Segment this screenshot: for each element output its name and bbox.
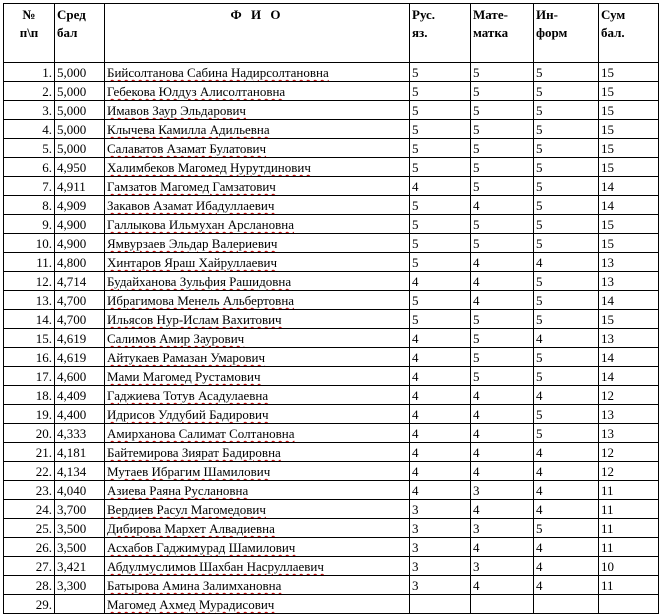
- russian-grade: 4: [410, 462, 471, 481]
- table-row: [4, 120, 659, 139]
- informatics-grade: 5: [534, 177, 599, 196]
- student-name-text: Азиева Раяна Руслановна: [107, 483, 249, 498]
- average-score: 4,400: [55, 405, 105, 424]
- student-name: [105, 424, 410, 443]
- informatics-grade: 5: [534, 82, 599, 101]
- math-grade: 3: [471, 557, 534, 576]
- informatics-grade: 5: [534, 310, 599, 329]
- sum-score: 15: [599, 158, 659, 177]
- average-score: 4,619: [55, 348, 105, 367]
- math-grade: 4: [471, 500, 534, 519]
- student-name: [105, 158, 410, 177]
- header-sum: Сум бал.: [599, 4, 659, 63]
- average-score: 4,800: [55, 253, 105, 272]
- student-name-text: Галлыкова Ильмухан Арслановна: [107, 217, 295, 232]
- sum-score: 11: [599, 481, 659, 500]
- row-number: 20.: [4, 424, 55, 443]
- average-score: 4,900: [55, 234, 105, 253]
- informatics-grade: 4: [534, 443, 599, 462]
- informatics-grade: 5: [534, 139, 599, 158]
- informatics-grade: 4: [534, 576, 599, 595]
- row-number: 13.: [4, 291, 55, 310]
- russian-grade: 5: [410, 291, 471, 310]
- header-row: [4, 4, 659, 63]
- table-row: [4, 291, 659, 310]
- row-number: 23.: [4, 481, 55, 500]
- student-name-text: Магомед Ахмед Мурадисович: [107, 597, 275, 612]
- russian-grade: 5: [410, 82, 471, 101]
- row-number: 10.: [4, 234, 55, 253]
- russian-grade: 5: [410, 101, 471, 120]
- student-name-text: Айтукаев Рамазан Умарович: [107, 350, 266, 365]
- math-grade: 4: [471, 405, 534, 424]
- average-score: 3,421: [55, 557, 105, 576]
- average-score: 3,300: [55, 576, 105, 595]
- table-row: [4, 519, 659, 538]
- row-number: 2.: [4, 82, 55, 101]
- average-score: 5,000: [55, 101, 105, 120]
- student-name-text: Гамзатов Магомед Гамзатович: [107, 179, 276, 194]
- math-grade: 5: [471, 158, 534, 177]
- sum-score: 12: [599, 386, 659, 405]
- math-grade: 4: [471, 538, 534, 557]
- average-score: 4,950: [55, 158, 105, 177]
- informatics-grade: 5: [534, 291, 599, 310]
- math-grade: 4: [471, 291, 534, 310]
- table-row: [4, 234, 659, 253]
- student-name: [105, 557, 410, 576]
- math-grade: 4: [471, 576, 534, 595]
- russian-grade: 4: [410, 329, 471, 348]
- russian-grade: 3: [410, 557, 471, 576]
- student-name-text: Ямвурзаев Эльдар Валериевич: [107, 236, 278, 251]
- student-name-text: Дибирова Мархет Алвадиевна: [107, 521, 275, 536]
- russian-grade: 3: [410, 500, 471, 519]
- average-score: 4,900: [55, 215, 105, 234]
- table-row: [4, 82, 659, 101]
- informatics-grade: 5: [534, 405, 599, 424]
- sum-score: 11: [599, 519, 659, 538]
- row-number: 15.: [4, 329, 55, 348]
- header-average: Сред бал: [55, 4, 105, 63]
- average-score: 5,000: [55, 63, 105, 82]
- russian-grade: 4: [410, 367, 471, 386]
- math-grade: 5: [471, 101, 534, 120]
- math-grade: 4: [471, 272, 534, 291]
- sum-score: 10: [599, 557, 659, 576]
- row-number: 22.: [4, 462, 55, 481]
- informatics-grade: 5: [534, 234, 599, 253]
- student-name: [105, 196, 410, 215]
- russian-grade: [410, 595, 471, 614]
- student-name: [105, 481, 410, 500]
- informatics-grade: 4: [534, 481, 599, 500]
- header-full-name: Ф И О: [105, 4, 410, 63]
- header-russian: Рус. яз.: [410, 4, 471, 63]
- student-name: [105, 462, 410, 481]
- sum-score: 14: [599, 196, 659, 215]
- table-row: [4, 443, 659, 462]
- informatics-grade: 5: [534, 348, 599, 367]
- student-name: [105, 234, 410, 253]
- student-name: [105, 120, 410, 139]
- informatics-grade: 5: [534, 424, 599, 443]
- math-grade: 5: [471, 367, 534, 386]
- math-grade: 5: [471, 177, 534, 196]
- informatics-grade: 5: [534, 367, 599, 386]
- russian-grade: 5: [410, 139, 471, 158]
- student-name: [105, 272, 410, 291]
- table-row: [4, 253, 659, 272]
- informatics-grade: 5: [534, 63, 599, 82]
- student-name-text: Салаватов Азамат Булатович: [107, 141, 267, 156]
- informatics-grade: 5: [534, 519, 599, 538]
- math-grade: 4: [471, 462, 534, 481]
- student-name-text: Халимбеков Магомед Нурутдинович: [107, 160, 311, 175]
- sum-score: 11: [599, 500, 659, 519]
- informatics-grade: 5: [534, 101, 599, 120]
- student-name: [105, 63, 410, 82]
- sum-score: 14: [599, 291, 659, 310]
- table-row: [4, 405, 659, 424]
- math-grade: [471, 595, 534, 614]
- student-name: [105, 405, 410, 424]
- sum-score: [599, 595, 659, 614]
- row-number: 25.: [4, 519, 55, 538]
- russian-grade: 4: [410, 481, 471, 500]
- russian-grade: 3: [410, 576, 471, 595]
- russian-grade: 4: [410, 424, 471, 443]
- table-body: [4, 63, 659, 614]
- average-score: 5,000: [55, 139, 105, 158]
- student-name-text: Клычева Камилла Адильевна: [107, 122, 270, 137]
- student-name: [105, 538, 410, 557]
- table-row: [4, 538, 659, 557]
- student-name-text: Гебекова Юлдуз Алисолтановна: [107, 84, 286, 99]
- math-grade: 5: [471, 310, 534, 329]
- average-score: 4,600: [55, 367, 105, 386]
- sum-score: 15: [599, 139, 659, 158]
- row-number: 3.: [4, 101, 55, 120]
- russian-grade: 4: [410, 386, 471, 405]
- table-row: [4, 196, 659, 215]
- informatics-grade: 5: [534, 196, 599, 215]
- student-name-text: Гаджиева Тотув Асадулаевна: [107, 388, 269, 403]
- math-grade: 5: [471, 82, 534, 101]
- table-row: [4, 481, 659, 500]
- table-row: [4, 177, 659, 196]
- math-grade: 4: [471, 443, 534, 462]
- student-name: [105, 253, 410, 272]
- russian-grade: 4: [410, 348, 471, 367]
- student-name-text: Мутаев Ибрагим Шамилович: [107, 464, 271, 479]
- row-number: 18.: [4, 386, 55, 405]
- math-grade: 3: [471, 481, 534, 500]
- student-name: [105, 139, 410, 158]
- student-name: [105, 595, 410, 614]
- average-score: 4,333: [55, 424, 105, 443]
- russian-grade: 3: [410, 519, 471, 538]
- student-name-text: Байтемирова Зиярат Бадировна: [107, 445, 281, 460]
- sum-score: 15: [599, 234, 659, 253]
- row-number: 4.: [4, 120, 55, 139]
- header-informatics: Ин- форм: [534, 4, 599, 63]
- table-row: [4, 424, 659, 443]
- sum-score: 15: [599, 101, 659, 120]
- informatics-grade: 4: [534, 462, 599, 481]
- sum-score: 14: [599, 367, 659, 386]
- student-name: [105, 348, 410, 367]
- sum-score: 13: [599, 253, 659, 272]
- student-name: [105, 386, 410, 405]
- informatics-grade: 4: [534, 329, 599, 348]
- russian-grade: 5: [410, 196, 471, 215]
- student-name-text: Амирханова Салимат Солтановна: [107, 426, 295, 441]
- average-score: 4,619: [55, 329, 105, 348]
- student-name-text: Имавов Заур Эльдарович: [107, 103, 246, 118]
- table-row: [4, 272, 659, 291]
- average-score: 4,181: [55, 443, 105, 462]
- table-row: [4, 595, 659, 614]
- student-name-text: Вердиев Расул Магомедович: [107, 502, 266, 517]
- student-name: [105, 329, 410, 348]
- student-name-text: Будайханова Зульфия Рашидовна: [107, 274, 292, 289]
- math-grade: 5: [471, 120, 534, 139]
- row-number: 11.: [4, 253, 55, 272]
- table-row: [4, 310, 659, 329]
- math-grade: 5: [471, 329, 534, 348]
- student-name: [105, 101, 410, 120]
- informatics-grade: 4: [534, 557, 599, 576]
- average-score: 4,700: [55, 291, 105, 310]
- russian-grade: 5: [410, 310, 471, 329]
- informatics-grade: 4: [534, 500, 599, 519]
- row-number: 5.: [4, 139, 55, 158]
- sum-score: 15: [599, 63, 659, 82]
- row-number: 14.: [4, 310, 55, 329]
- sum-score: 11: [599, 576, 659, 595]
- sum-score: 12: [599, 462, 659, 481]
- student-name: [105, 291, 410, 310]
- average-score: 4,714: [55, 272, 105, 291]
- math-grade: 3: [471, 519, 534, 538]
- header-number: № п\п: [4, 4, 55, 63]
- student-name-text: Хинтаров Яраш Хайруллаевич: [107, 255, 278, 270]
- math-grade: 5: [471, 63, 534, 82]
- row-number: 28.: [4, 576, 55, 595]
- average-score: [55, 595, 105, 614]
- student-name: [105, 443, 410, 462]
- sum-score: 15: [599, 310, 659, 329]
- math-grade: 4: [471, 386, 534, 405]
- russian-grade: 5: [410, 158, 471, 177]
- sum-score: 14: [599, 177, 659, 196]
- table-row: [4, 386, 659, 405]
- sum-score: 13: [599, 272, 659, 291]
- informatics-grade: 5: [534, 158, 599, 177]
- table-row: [4, 500, 659, 519]
- informatics-grade: [534, 595, 599, 614]
- row-number: 8.: [4, 196, 55, 215]
- row-number: 12.: [4, 272, 55, 291]
- informatics-grade: 5: [534, 120, 599, 139]
- table-row: [4, 63, 659, 82]
- sum-score: 11: [599, 538, 659, 557]
- average-score: 3,500: [55, 538, 105, 557]
- russian-grade: 4: [410, 405, 471, 424]
- average-score: 4,134: [55, 462, 105, 481]
- student-name-text: Ильясов Нур-Ислам Вахитович: [107, 312, 282, 327]
- informatics-grade: 5: [534, 215, 599, 234]
- student-name-text: Идрисов Улдубий Бадирович: [107, 407, 269, 422]
- student-name: [105, 215, 410, 234]
- math-grade: 4: [471, 424, 534, 443]
- row-number: 29.: [4, 595, 55, 614]
- average-score: 4,409: [55, 386, 105, 405]
- header-math: Мате- матка: [471, 4, 534, 63]
- sum-score: 12: [599, 443, 659, 462]
- student-name-text: Батырова Амина Залимхановна: [107, 578, 282, 593]
- informatics-grade: 4: [534, 253, 599, 272]
- row-number: 24.: [4, 500, 55, 519]
- row-number: 16.: [4, 348, 55, 367]
- row-number: 6.: [4, 158, 55, 177]
- math-grade: 4: [471, 196, 534, 215]
- student-name: [105, 576, 410, 595]
- math-grade: 5: [471, 139, 534, 158]
- average-score: 4,040: [55, 481, 105, 500]
- math-grade: 5: [471, 348, 534, 367]
- average-score: 3,500: [55, 519, 105, 538]
- informatics-grade: 5: [534, 272, 599, 291]
- row-number: 19.: [4, 405, 55, 424]
- russian-grade: 5: [410, 215, 471, 234]
- russian-grade: 4: [410, 272, 471, 291]
- table-row: [4, 348, 659, 367]
- grades-table: [3, 3, 659, 614]
- math-grade: 5: [471, 234, 534, 253]
- row-number: 21.: [4, 443, 55, 462]
- sum-score: 13: [599, 329, 659, 348]
- table-row: [4, 576, 659, 595]
- student-name-text: Абдулмуслимов Шахбан Насруллаевич: [107, 559, 324, 574]
- row-number: 17.: [4, 367, 55, 386]
- row-number: 26.: [4, 538, 55, 557]
- student-name: [105, 500, 410, 519]
- average-score: 4,909: [55, 196, 105, 215]
- sum-score: 13: [599, 405, 659, 424]
- student-name: [105, 367, 410, 386]
- table-row: [4, 101, 659, 120]
- average-score: 3,700: [55, 500, 105, 519]
- student-name-text: Асхабов Гаджимурад Шамилович: [107, 540, 296, 555]
- row-number: 1.: [4, 63, 55, 82]
- student-name-text: Салимов Амир Заурович: [107, 331, 245, 346]
- table-row: [4, 462, 659, 481]
- average-score: 4,911: [55, 177, 105, 196]
- russian-grade: 5: [410, 234, 471, 253]
- table-row: [4, 158, 659, 177]
- row-number: 9.: [4, 215, 55, 234]
- average-score: 5,000: [55, 82, 105, 101]
- informatics-grade: 4: [534, 386, 599, 405]
- math-grade: 5: [471, 215, 534, 234]
- table-row: [4, 367, 659, 386]
- student-name: [105, 82, 410, 101]
- table-row: [4, 557, 659, 576]
- table-row: [4, 215, 659, 234]
- table-row: [4, 139, 659, 158]
- student-name-text: Мами Магомед Рустамович: [107, 369, 261, 384]
- sum-score: 13: [599, 424, 659, 443]
- average-score: 5,000: [55, 120, 105, 139]
- average-score: 4,700: [55, 310, 105, 329]
- russian-grade: 4: [410, 177, 471, 196]
- informatics-grade: 4: [534, 538, 599, 557]
- sum-score: 15: [599, 82, 659, 101]
- russian-grade: 4: [410, 443, 471, 462]
- russian-grade: 5: [410, 120, 471, 139]
- student-name-text: Ибрагимова Менель Альбертовна: [107, 293, 295, 308]
- russian-grade: 5: [410, 63, 471, 82]
- row-number: 27.: [4, 557, 55, 576]
- russian-grade: 3: [410, 538, 471, 557]
- math-grade: 4: [471, 253, 534, 272]
- student-name-text: Бийсолтанова Сабина Надирсолтановна: [107, 65, 329, 80]
- sum-score: 15: [599, 120, 659, 139]
- student-name: [105, 519, 410, 538]
- student-name: [105, 177, 410, 196]
- row-number: 7.: [4, 177, 55, 196]
- sum-score: 14: [599, 348, 659, 367]
- sum-score: 15: [599, 215, 659, 234]
- table-row: [4, 329, 659, 348]
- student-name: [105, 310, 410, 329]
- russian-grade: 5: [410, 253, 471, 272]
- student-name-text: Закавов Азамат Ибадуллаевич: [107, 198, 275, 213]
